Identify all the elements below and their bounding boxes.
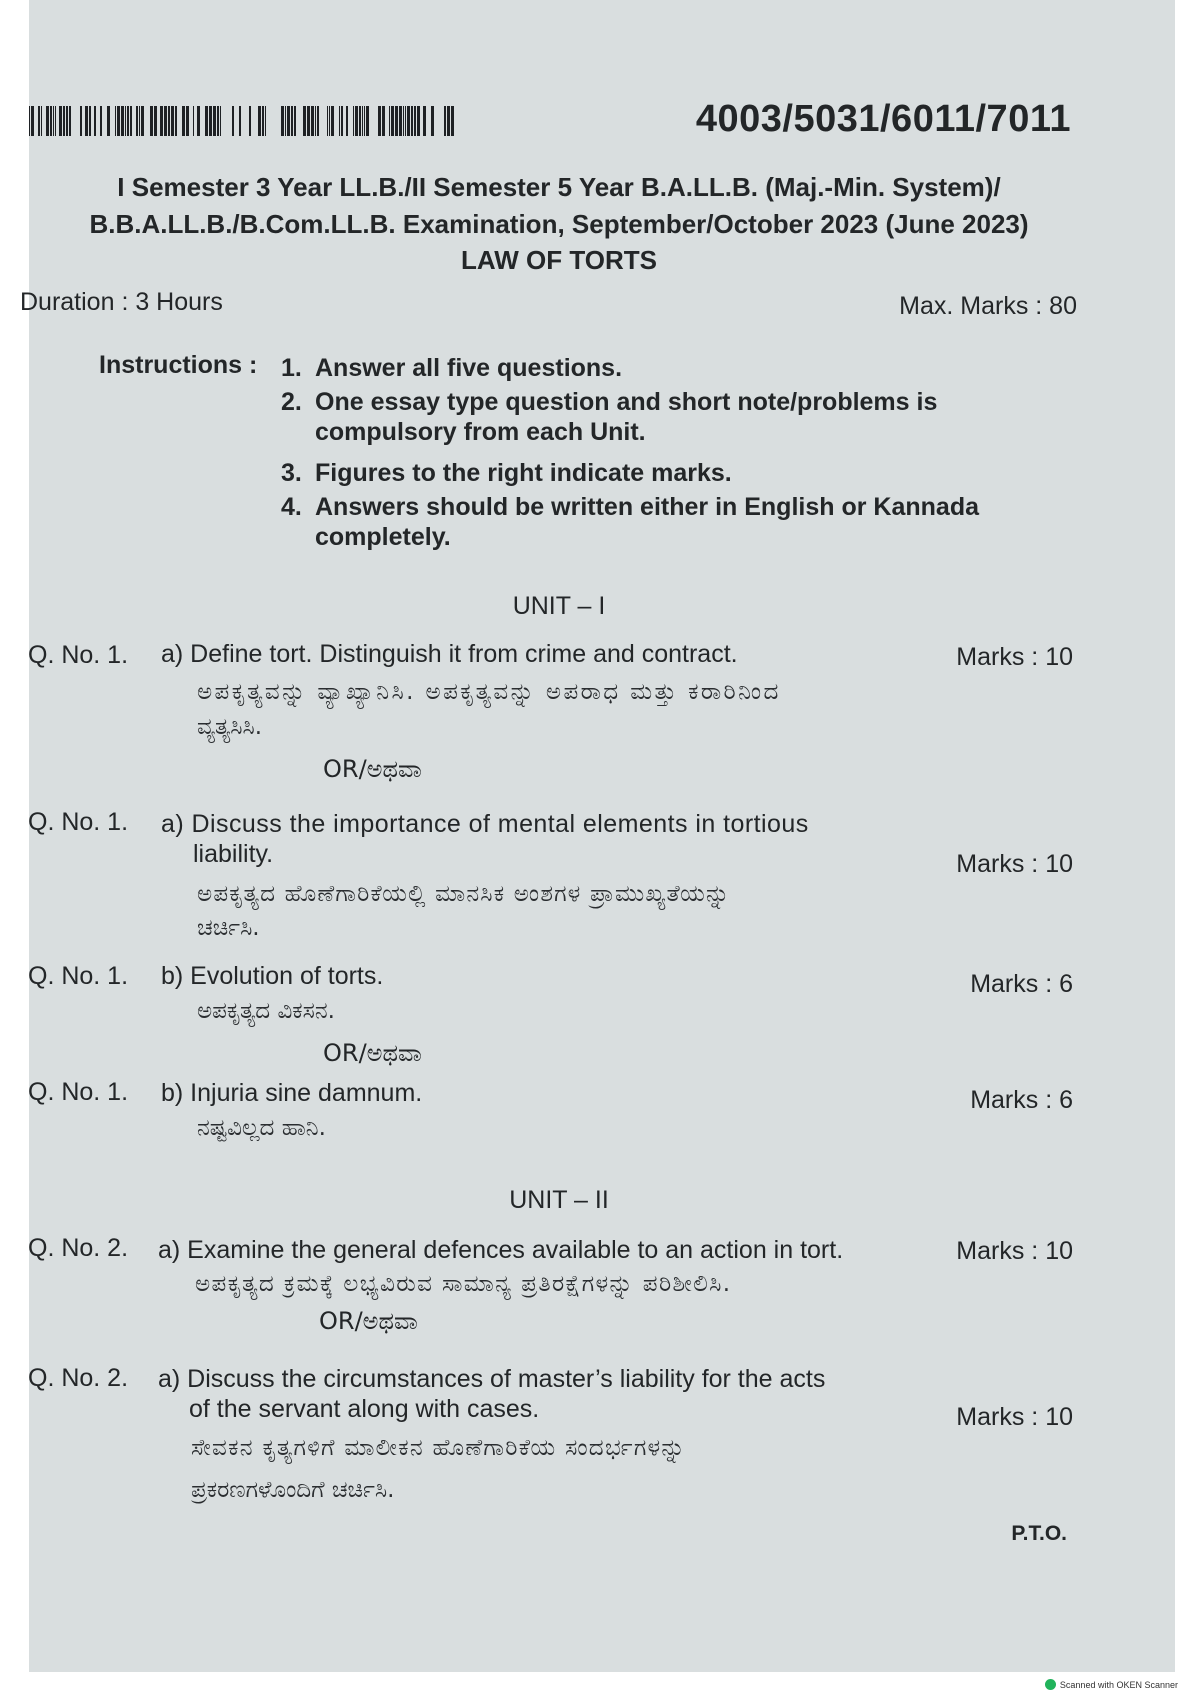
- barcode-bar: [447, 106, 450, 136]
- barcode-bar: [391, 106, 394, 136]
- instruction-text: Answer all five questions.: [315, 354, 623, 382]
- question-text-kannada: ಅಪಕೃತ್ಯದ ಕ್ರಮಕ್ಕೆ ಲಭ್ಯವಿರುವ ಸಾಮಾನ್ಯ ಪ್ರತಿರಕ್ಷೆಗಳನ್ನು ಪರಿಶೀಲಿಸಿ.: [195, 1271, 732, 1297]
- question-text: a) Define tort. Distinguish it from crime and contract.: [161, 640, 738, 668]
- barcode-bar: [175, 106, 177, 136]
- marks: Marks : 6: [970, 1086, 1073, 1114]
- barcode-bar: [331, 106, 334, 136]
- question-text-kannada-continued: ಪ್ರಕರಣಗಳೊಂದಿಗೆ ಚರ್ಚಿಸಿ.: [191, 1477, 395, 1503]
- instruction-text: One essay type question and short note/problems is: [315, 388, 938, 416]
- barcode-bar: [239, 106, 241, 136]
- barcode-bar: [171, 106, 174, 136]
- barcode-bar: [346, 106, 348, 136]
- or-separator: OR/ಅಥವಾ: [323, 755, 422, 783]
- scanner-logo-icon: [1045, 1679, 1056, 1690]
- barcode-bar: [287, 106, 290, 136]
- or-separator: OR/ಅಥವಾ: [319, 1307, 418, 1335]
- duration: Duration : 3 Hours: [20, 288, 223, 316]
- barcode-bar: [139, 106, 140, 136]
- scanner-watermark-text: Scanned with OKEN Scanner: [1059, 1679, 1178, 1690]
- question-text-kannada: ನಷ್ಟವಿಲ್ಲದ ಹಾನಿ.: [197, 1115, 326, 1141]
- barcode-bar: [50, 106, 52, 136]
- barcode-bar: [378, 106, 381, 136]
- please-turn-over: P.T.O.: [1011, 1522, 1067, 1545]
- subject-title: LAW OF TORTS: [461, 245, 657, 275]
- question-text: a) Discuss the importance of mental elements in tortious: [161, 810, 809, 838]
- barcode-bar: [311, 106, 314, 136]
- barcode-bar: [38, 106, 40, 136]
- barcode-bar: [315, 106, 316, 136]
- barcode-bar: [29, 106, 30, 136]
- barcode-bar: [127, 106, 129, 136]
- barcode-bar: [85, 106, 88, 136]
- instruction-number: 1.: [281, 354, 302, 382]
- barcode-bar: [107, 106, 110, 136]
- barcode-bar: [364, 106, 365, 136]
- barcode-bar: [31, 106, 34, 136]
- barcode-bar: [294, 106, 296, 136]
- barcode-bar: [115, 106, 116, 136]
- barcode-bar: [423, 106, 426, 136]
- barcode-bar: [431, 106, 434, 136]
- barcode-bar: [307, 106, 310, 136]
- barcode-bar: [353, 106, 354, 136]
- barcode-bar: [46, 106, 49, 136]
- barcode-bar: [168, 106, 170, 136]
- instruction-text-continued: completely.: [315, 523, 451, 551]
- question-text: b) Injuria sine damnum.: [161, 1079, 423, 1107]
- barcode-bar: [121, 106, 124, 136]
- exam-title-line-1: I Semester 3 Year LL.B./II Semester 5 Year B.A.LL.B. (Maj.-Min. System)/: [117, 172, 1001, 202]
- barcode-bar: [362, 106, 363, 136]
- instruction-text: Figures to the right indicate marks.: [315, 459, 732, 487]
- barcode-bar: [41, 106, 42, 136]
- paper-code: 4003/5031/6011/7011: [695, 98, 1071, 140]
- barcode-bar: [117, 106, 120, 136]
- barcode-bar: [249, 106, 251, 136]
- question-number: Q. No. 1.: [28, 641, 129, 669]
- question-text-continued: of the servant along with cases.: [189, 1395, 540, 1423]
- barcode-bar: [355, 106, 358, 136]
- barcode-bar: [164, 106, 167, 136]
- barcode-bar: [80, 106, 82, 136]
- barcode-bar: [66, 106, 68, 136]
- max-marks: Max. Marks : 80: [899, 292, 1077, 320]
- question-text-kannada-continued: ಚರ್ಚಿಸಿ.: [197, 915, 260, 941]
- barcode-bar: [63, 106, 65, 136]
- scanner-watermark: [1045, 1679, 1178, 1690]
- barcode-bar: [59, 106, 62, 136]
- barcode-bar: [395, 106, 398, 136]
- barcode-bar: [359, 106, 361, 136]
- marks: Marks : 10: [956, 1403, 1073, 1431]
- barcode-bar: [69, 106, 71, 136]
- question-number: Q. No. 1.: [28, 1078, 129, 1106]
- question-text-kannada-continued: ವ್ಯತ್ಯಸಿಸಿ.: [197, 714, 263, 740]
- barcode: [29, 106, 454, 136]
- barcode-bar: [258, 106, 261, 136]
- barcode-bar: [339, 106, 340, 136]
- barcode-bar: [285, 106, 286, 136]
- marks: Marks : 6: [970, 970, 1073, 998]
- barcode-bar: [265, 106, 266, 136]
- barcode-bar: [130, 106, 132, 136]
- question-number: Q. No. 1.: [28, 808, 129, 836]
- barcode-bar: [125, 106, 126, 136]
- barcode-bar: [389, 106, 390, 136]
- barcode-bar: [411, 106, 413, 136]
- barcode-bar: [291, 106, 293, 136]
- barcode-bar: [414, 106, 416, 136]
- barcode-bar: [405, 106, 406, 136]
- question-text-kannada: ಅಪಕೃತ್ಯದ ಹೊಣೆಗಾರಿಕೆಯಲ್ಲಿ ಮಾನಸಿಕ ಅಂಶಗಳ ಪ್ರಾಮುಖ್ಯತೆಯನ್ನು: [197, 881, 731, 907]
- exam-paper: [20, 0, 1175, 1672]
- barcode-bar: [341, 106, 343, 136]
- barcode-bar: [209, 106, 212, 136]
- barcode-bar: [136, 106, 138, 136]
- unit-heading: UNIT – I: [512, 592, 606, 620]
- question-text: b) Evolution of torts.: [161, 962, 384, 990]
- barcode-bar: [451, 106, 454, 136]
- barcode-bar: [55, 106, 56, 136]
- barcode-bar: [217, 106, 219, 136]
- barcode-bar: [317, 106, 319, 136]
- question-text: a) Examine the general defences available to an action in tort.: [158, 1236, 844, 1264]
- barcode-bar: [303, 106, 306, 136]
- barcode-bar: [366, 106, 369, 136]
- instruction-number: 3.: [281, 459, 302, 487]
- question-number: Q. No. 2.: [28, 1234, 129, 1262]
- instruction-text: Answers should be written either in English or Kannada: [315, 493, 979, 521]
- barcode-bar: [94, 106, 96, 136]
- barcode-bar: [220, 106, 221, 136]
- barcode-bar: [160, 106, 163, 136]
- barcode-bar: [329, 106, 330, 136]
- marks: Marks : 10: [956, 643, 1073, 671]
- barcode-bar: [193, 106, 194, 136]
- barcode-bar: [197, 106, 200, 136]
- barcode-bar: [205, 106, 208, 136]
- barcode-bar: [213, 106, 216, 136]
- instruction-number: 2.: [281, 388, 302, 416]
- barcode-bar: [182, 106, 185, 136]
- instruction-text-continued: compulsory from each Unit.: [315, 418, 646, 446]
- marks: Marks : 10: [956, 850, 1073, 878]
- barcode-bar: [403, 106, 404, 136]
- barcode-bar: [382, 106, 385, 136]
- barcode-bar: [53, 106, 54, 136]
- instructions-label: Instructions :: [99, 351, 258, 379]
- question-number: Q. No. 2.: [28, 1364, 129, 1392]
- exam-title-line-2: B.B.A.LL.B./B.Com.LL.B. Examination, September/October 2023 (June 2023): [89, 209, 1029, 239]
- instruction-number: 4.: [281, 493, 302, 521]
- barcode-bar: [89, 106, 91, 136]
- barcode-bar: [186, 106, 189, 136]
- barcode-bar: [417, 106, 420, 136]
- barcode-bar: [327, 106, 328, 136]
- barcode-bar: [141, 106, 144, 136]
- question-text-kannada: ಅಪಕೃತ್ಯವನ್ನು ವ್ಯಾಖ್ಯಾನಿಸಿ. ಅಪಕೃತ್ಯವನ್ನು ಅಪರಾಧ ಮತ್ತು ಕರಾರಿನಿಂದ: [197, 679, 781, 705]
- barcode-bar: [281, 106, 284, 136]
- barcode-bar: [150, 106, 153, 136]
- question-text-kannada: ಸೇವಕನ ಕೃತ್ಯಗಳಿಗೆ ಮಾಲೀಕನ ಹೊಣೆಗಾರಿಕೆಯ ಸಂದರ್ಭಗಳನ್ನು: [191, 1435, 686, 1461]
- barcode-bar: [232, 106, 234, 136]
- barcode-bar: [262, 106, 264, 136]
- barcode-bar: [407, 106, 410, 136]
- question-text: a) Discuss the circumstances of master’s liability for the acts: [158, 1365, 826, 1393]
- barcode-bar: [444, 106, 446, 136]
- barcode-bar: [154, 106, 157, 136]
- barcode-bar: [399, 106, 402, 136]
- or-separator: OR/ಅಥವಾ: [323, 1039, 422, 1067]
- marks: Marks : 10: [956, 1237, 1073, 1265]
- question-text-continued: liability.: [193, 840, 274, 868]
- barcode-bar: [100, 106, 102, 136]
- question-text-kannada: ಅಪಕೃತ್ಯದ ವಿಕಸನ.: [197, 998, 335, 1024]
- unit-heading: UNIT – II: [509, 1186, 609, 1214]
- question-number: Q. No. 1.: [28, 962, 129, 990]
